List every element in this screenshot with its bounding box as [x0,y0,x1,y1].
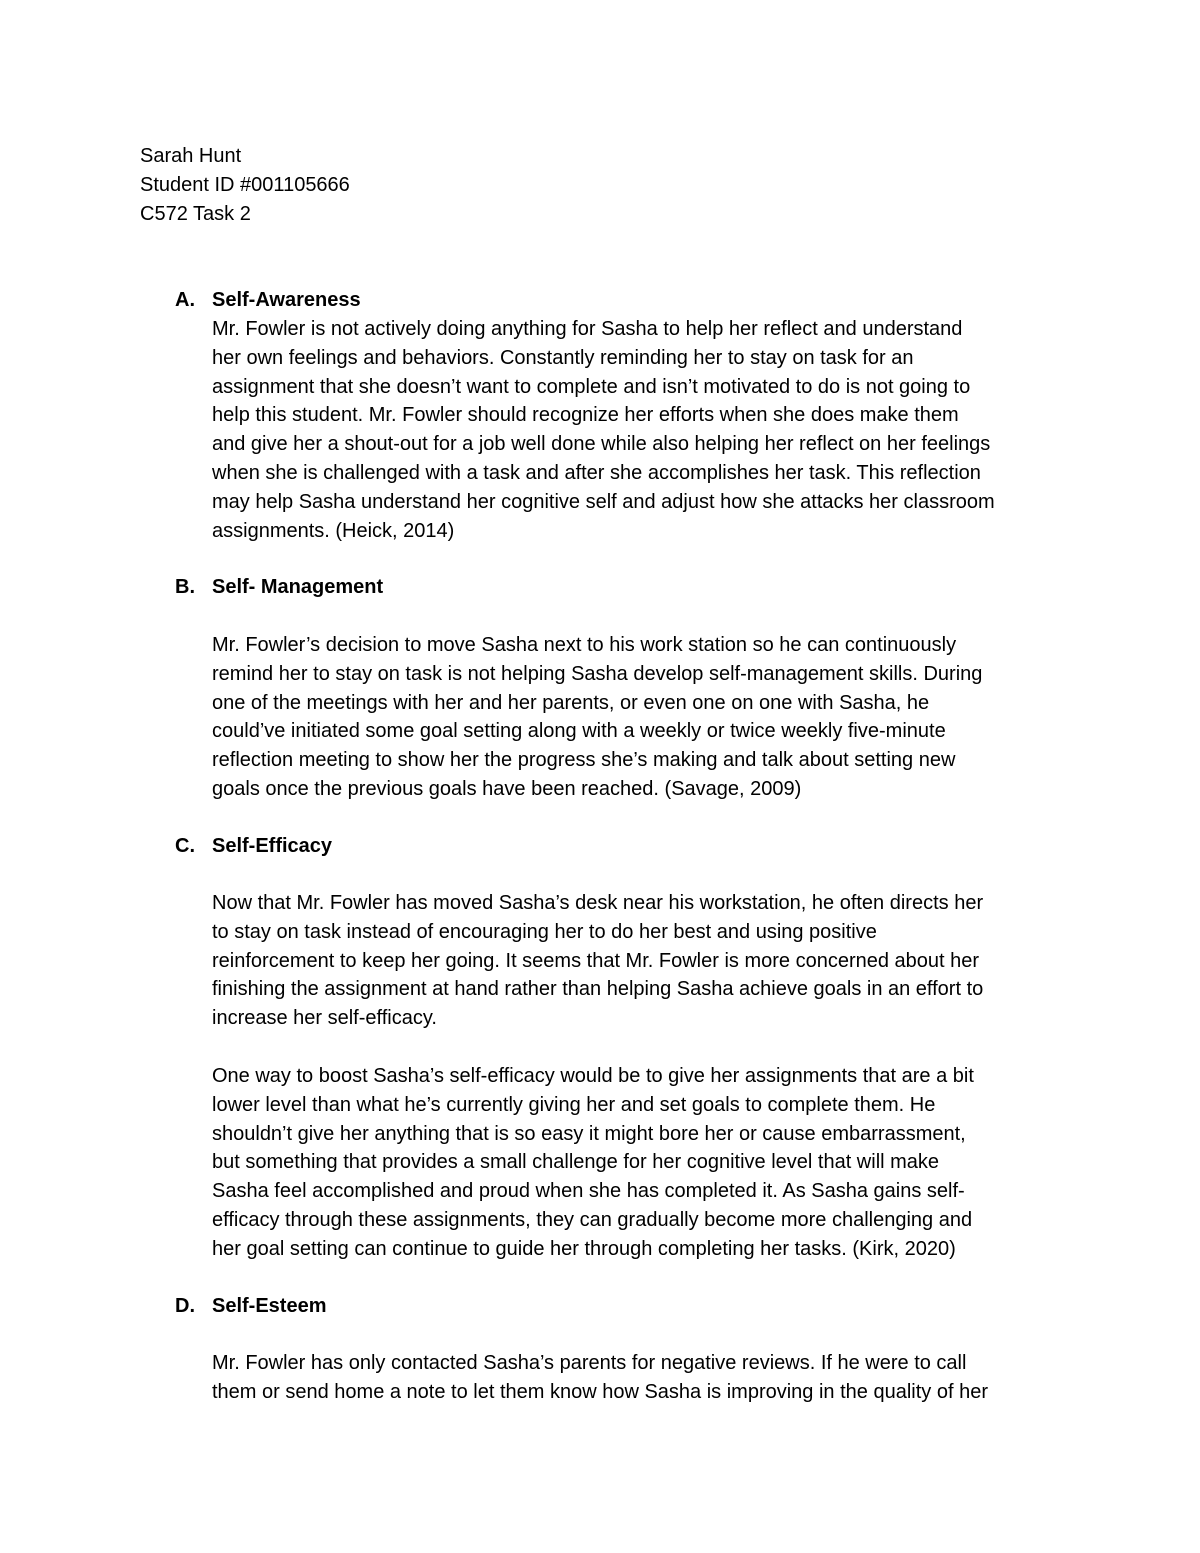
section-b-title: Self- Management [212,576,384,598]
text-line: reflection meeting to show her the progress she’s making and talk about setting new [212,749,956,772]
text-line: her own feelings and behaviors. Constantly reminding her to stay on task for an [212,346,914,369]
section-a-title: Self-Awareness [212,289,361,311]
author-name: Sarah Hunt [140,145,242,167]
document-header [140,142,350,229]
text-line: shouldn’t give her anything that is so easy it might bore her or cause embarrassment, [212,1122,966,1145]
text-line: finishing the assignment at hand rather than helping Sasha achieve goals in an effort to [212,978,984,1001]
section-a-letter: A. [175,289,195,311]
section-b-letter: B. [175,576,195,598]
course-task: C572 Task 2 [140,203,251,225]
text-line: One way to boost Sasha’s self-efficacy would be to give her assignments that are a bit [212,1065,974,1087]
section-d-title: Self-Esteem [212,1295,327,1317]
section-a-paragraph [212,315,1072,545]
text-line: could’ve initiated some goal setting along with a weekly or twice weekly five-minute [212,720,946,743]
text-line: Mr. Fowler is not actively doing anything for Sasha to help her reflect and understand [212,318,963,340]
section-c-paragraph-1 [212,889,1072,1033]
text-line: help this student. Mr. Fowler should recognize her efforts when she does make them [212,404,959,427]
section-b-paragraph [212,631,1072,804]
section-c-paragraph-2 [212,1062,1072,1264]
section-d-letter: D. [175,1295,195,1317]
text-line: to stay on task instead of encouraging her to do her best and using positive [212,920,877,943]
text-line: and give her a shout-out for a job well done while also helping her reflect on her feelings [212,433,991,456]
text-line: them or send home a note to let them know how Sasha is improving in the quality of her [212,1380,988,1403]
section-c-letter: C. [175,835,195,857]
text-line: but something that provides a small challenge for her cognitive level that will make [212,1151,940,1174]
section-d-paragraph [212,1349,1072,1407]
text-line: Sasha feel accomplished and proud when she has completed it. As Sasha gains self- [212,1180,965,1203]
text-line: efficacy through these assignments, they can gradually become more challenging and [212,1208,973,1231]
section-c-title: Self-Efficacy [212,835,333,857]
text-line: reinforcement to keep her going. It seems that Mr. Fowler is more concerned about her [212,949,980,972]
text-line: Mr. Fowler’s decision to move Sasha next to his work station so he can continuously [212,634,957,656]
student-id: Student ID #001105666 [140,174,350,196]
text-line: Now that Mr. Fowler has moved Sasha’s desk near his workstation, he often directs her [212,892,984,914]
text-line: may help Sasha understand her cognitive self and adjust how she attacks her classroom [212,490,995,513]
text-line: one of the meetings with her and her parents, or even one on one with Sasha, he [212,691,930,714]
text-line: when she is challenged with a task and after she accomplishes her task. This reflection [212,461,981,484]
text-line: Mr. Fowler has only contacted Sasha’s parents for negative reviews. If he were to call [212,1352,967,1374]
text-line: assignment that she doesn’t want to complete and isn’t motivated to do is not going to [212,375,971,398]
text-line: increase her self-efficacy. [212,1007,437,1030]
text-line: goals once the previous goals have been reached. (Savage, 2009) [212,777,802,800]
text-line: lower level than what he’s currently giving her and set goals to complete them. He [212,1093,936,1116]
text-line: her goal setting can continue to guide her through completing her tasks. (Kirk, 2020) [212,1237,956,1260]
text-line: remind her to stay on task is not helping Sasha develop self-management skills. During [212,662,983,685]
text-line: assignments. (Heick, 2014) [212,519,455,542]
